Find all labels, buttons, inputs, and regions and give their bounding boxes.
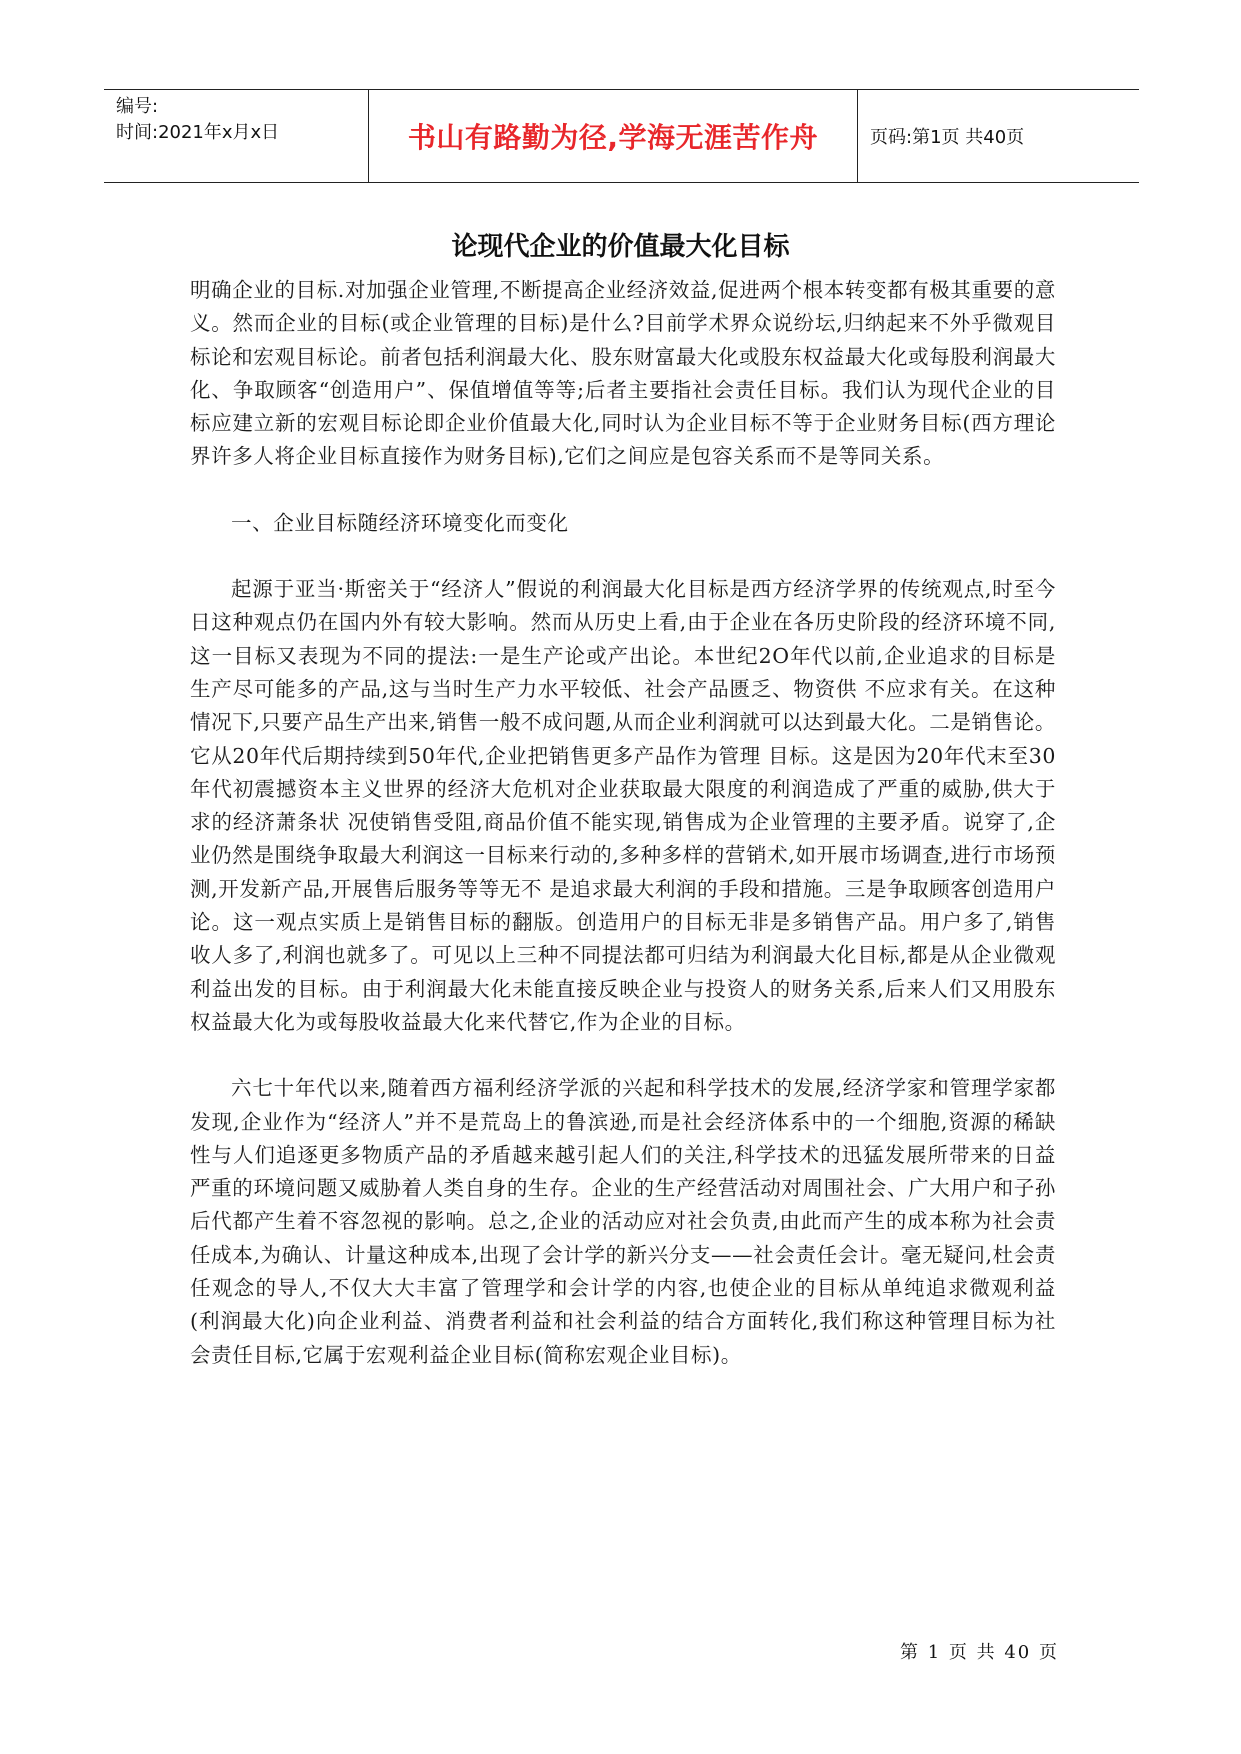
header-motto: 书山有路勤为径,学海无涯苦作舟 bbox=[368, 90, 858, 182]
document-title: 论现代企业的价值最大化目标 bbox=[451, 232, 790, 262]
section-heading-1: 一、企业目标随经济环境变化而变化 bbox=[231, 510, 569, 535]
header-meta bbox=[104, 90, 368, 182]
page-header bbox=[104, 89, 1139, 183]
header-page-code: 页码:第1页 共40页 bbox=[870, 127, 1025, 148]
paragraph-intro: 明确企业的目标.对加强企业管理,不断提高企业经济效益,促进两个根本转变都有极其重要的意义。然而企业的目标(或企业管理的目标)是什么?目前学术界众说纷坛,归纳起来不外乎微观目标论和宏观目标论。前者包括利润最大化、股东财富最大化或股东权益最大化或每股利润最大化、争取顾客“创造用户”、保值增值等等;后者主要指社会责任目标。我们认为现代企业的目标应建立新的宏观目标论即企业价值最大化,同时认为企业目标不等于企业财务目标(西方理论界许多人将企业目标直接作为财务目标),它们之间应是包容关系而不是等同关系。 bbox=[190, 278, 1056, 469]
document-body bbox=[190, 274, 1056, 1372]
document-number-label: 编号: bbox=[116, 96, 159, 117]
paragraph-social-responsibility: 六七十年代以来,随着西方福利经济学派的兴起和科学技术的发展,经济学家和管理学家都发现,企业作为“经济人”并不是荒岛上的鲁滨逊,而是社会经济体系中的一个细胞,资源的稀缺性与人们追逐更多物质产品的矛盾越来越引起人们的关注,科学技术的迅猛发展所带来的日益严重的环境问题又威胁着人类自身的生存。企业的生产经营活动对周围社会、广大用户和子孙后代都产生着不容忽视的影响。总之,企业的活动应对社会负责,由此而产生的成本称为社会责任成本,为确认、计量这种成本,出现了会计学的新兴分支——社会责任会计。毫无疑问,杜会责任观念的导人,不仅大大丰富了管理学和会计学的内容,也使企业的目标从单纯追求微观利益(利润最大化)向企业利益、消费者利益和社会利益的结合方面转化,我们称这种管理目标为社会责任目标,它属于宏观利益企业目标(简称宏观企业目标)。 bbox=[190, 1076, 1056, 1367]
page-footer: 第 1 页 共 40 页 bbox=[900, 1642, 1059, 1663]
paragraph-profit-history: 起源于亚当·斯密关于“经济人”假说的利润最大化目标是西方经济学界的传统观点,时至今日这种观点仍在国内外有较大影响。然而从历史上看,由于企业在各历史阶段的经济环境不同,这一目标又表现为不同的提法:一是生产论或产出论。本世纪2O年代以前,企业追求的目标是生产尽可能多的产品,这与当时生产力水平较低、社会产品匮乏、物资供 不应求有关。在这种情况下,只要产品生产出来,销售一般不成问题,从而企业利润就可以达到最大化。二是销售论。它从20年代后期持续到50年代,企业把销售更多产品作为管理 目标。这是因为20年代末至30年代初震撼资本主义世界的经济大危机对企业获取最大限度的利润造成了严重的威胁,供大于求的经济萧条状 况使销售受阻,商品价值不能实现,销售成为企业管理的主要矛盾。说穿了,企业仍然是围绕争取最大利润这一目标来行动的,多种多样的营销术,如开展市场调查,进行市场预测,开发新产品,开展售后服务等等无不 是追求最大利润的手段和措施。三是争取顾客创造用户论。这一观点实质上是销售目标的翻版。创造用户的目标无非是多销售产品。用户多了,销售收人多了,利润也就多了。可见以上三种不同提法都可归结为利润最大化目标,都是从企业微观利益出发的目标。由于利润最大化未能直接反映企业与投资人的财务关系,后来人们又用股东权益最大化为或每股收益最大化来代替它,作为企业的目标。 bbox=[190, 577, 1056, 1034]
document-time-label: 时间:2021年x月x日 bbox=[116, 122, 280, 143]
